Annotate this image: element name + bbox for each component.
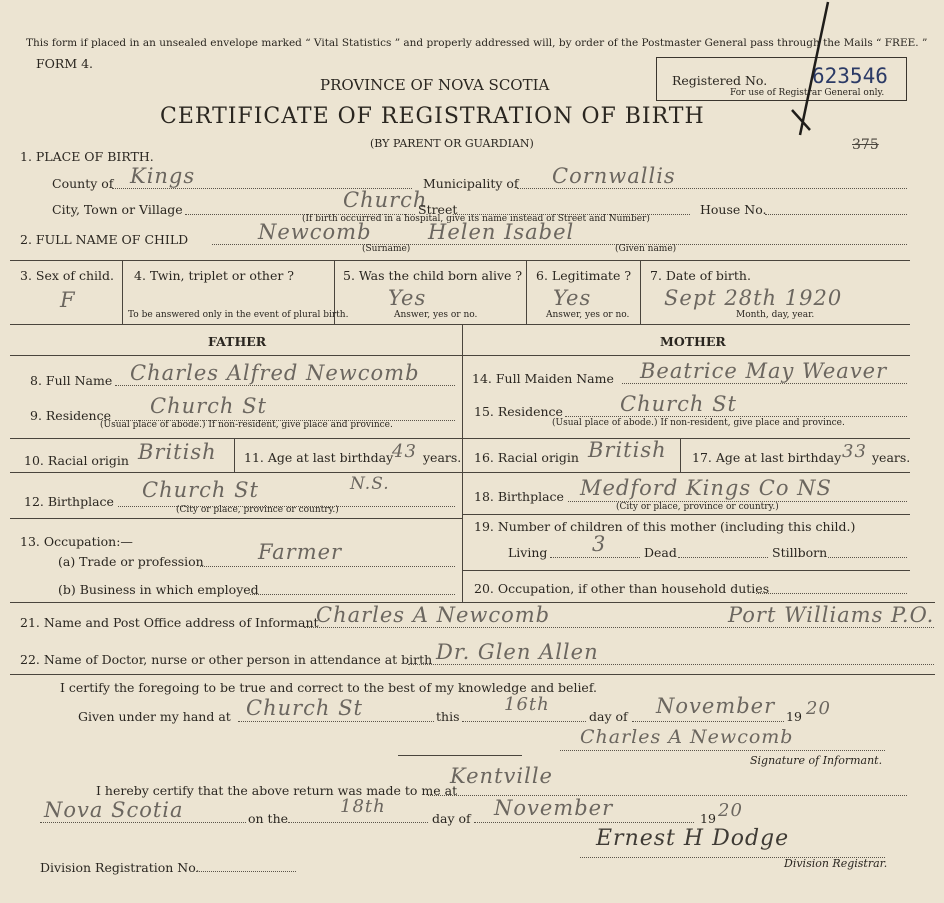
registered-number-value: 623546 [812,64,888,88]
father-racial-value: British [138,440,217,464]
father-residence-value: Church St [150,394,267,418]
mother-age-value: 33 [842,441,867,462]
registrar-province-value: Nova Scotia [44,798,184,822]
father-age-label: 11. Age at last birthday [244,450,394,465]
mother-racial-value: British [588,438,667,462]
registrar-month-value: November [494,796,614,820]
children-count-label: 19. Number of children of this mother (including this child.) [474,519,856,534]
municipality-label: Municipality of [423,176,519,191]
twin-label: 4. Twin, triplet or other ? [134,268,294,283]
mother-racial-label: 16. Racial origin [474,450,579,465]
registrar-day-value: 18th [340,796,386,817]
father-birthplace-extra: N.S. [350,474,390,494]
certify-dayof-label: day of [589,709,628,724]
father-birthplace-note: (City or place, province or country.) [176,505,339,515]
legitimate-label: 6. Legitimate ? [536,268,632,283]
registrar-dayof-label: day of [432,811,471,826]
street-label: Street [418,202,458,217]
informant-signature-caption: Signature of Informant. [750,754,883,767]
date-of-birth-note: Month, day, year. [736,310,815,320]
father-racial-label: 10. Racial origin [24,453,129,468]
mother-name-label: 14. Full Maiden Name [472,371,614,386]
child-surname-value: Newcomb [258,220,372,244]
business-label: (b) Business in which employed [58,582,259,597]
corner-mark: 375 [852,137,879,153]
hospital-note: (If birth occurred in a hospital, give its name instead of Street and Number) [302,214,650,224]
certificate-subtitle: (BY PARENT OR GUARDIAN) [370,137,534,150]
mother-occupation-label: 20. Occupation, if other than household duties [474,581,770,596]
pen-stroke-mark [770,0,840,140]
date-of-birth-label: 7. Date of birth. [650,268,751,283]
division-registrar-caption: Division Registrar. [784,857,888,870]
given-name-caption: (Given name) [615,244,677,254]
mother-residence-note: (Usual place of abode.) If non-resident, give place and province. [552,418,845,428]
mother-residence-value: Church St [620,392,737,416]
mother-birthplace-label: 18. Birthplace [474,489,564,504]
certify-year-prefix: 19 [786,709,802,724]
date-of-birth-value: Sept 28th 1920 [664,286,843,310]
county-value: Kings [130,164,196,188]
mother-age-unit: years. [872,450,911,465]
father-occupation-label: 13. Occupation:— [20,534,133,549]
registered-number-label: Registered No. [672,73,768,88]
child-given-name-value: Helen Isabel [428,220,575,244]
born-alive-label: 5. Was the child born alive ? [343,268,523,283]
doctor-value: Dr. Glen Allen [436,640,599,664]
place-of-birth-label: 1. PLACE OF BIRTH. [20,149,154,164]
sex-value: F [60,288,76,312]
father-birthplace-label: 12. Birthplace [24,494,114,509]
certificate-title: CERTIFICATE OF REGISTRATION OF BIRTH [160,104,705,129]
legitimate-value: Yes [553,286,592,310]
trade-label: (a) Trade or profession [58,554,204,569]
born-alive-note: Answer, yes or no. [394,310,478,320]
registrar-place-value: Kentville [450,764,553,788]
registrar-year-prefix: 19 [700,811,716,826]
mother-name-value: Beatrice May Weaver [640,359,888,383]
trade-value: Farmer [258,540,343,564]
father-residence-note: (Usual place of abode.) If non-resident, give place and province. [100,420,393,430]
form-number: FORM 4. [36,56,94,71]
registrar-onthe-label: on the [248,811,289,826]
living-value: 3 [592,532,607,556]
father-birthplace-value: Church St [142,478,259,502]
born-alive-value: Yes [388,286,427,310]
mother-heading: MOTHER [660,334,726,349]
given-at-value: Church St [246,696,363,720]
certify-statement: I certify the foregoing to be true and correct to the best of my knowledge and belief. [60,680,597,695]
father-heading: FATHER [208,334,267,349]
registrar-year-value: 20 [718,800,743,821]
legitimate-note: Answer, yes or no. [546,310,630,320]
informant-address-value: Port Williams P.O. [728,603,935,627]
father-age-unit: years. [423,450,462,465]
dead-label: Dead [644,545,677,560]
city-value: Church [343,188,428,212]
informant-name-value: Charles A Newcomb [316,603,551,627]
certify-month-value: November [656,694,776,718]
this-label: this [436,709,460,724]
stillborn-label: Stillborn [772,545,828,560]
county-label: County of [52,176,114,191]
certify-year-value: 20 [806,698,831,719]
mother-birthplace-note: (City or place, province or country.) [616,502,779,512]
mother-birthplace-value: Medford Kings Co NS [580,476,832,500]
mailing-notice: This form if placed in an unsealed envelope marked “ Vital Statistics ” and properly addressed will, by order of the Postmaster General pass through the Mails “ FREE. ” [26,37,928,49]
mother-age-label: 17. Age at last birthday [692,450,842,465]
doctor-label: 22. Name of Doctor, nurse or other person in attendance at birth [20,652,433,667]
registrar-use-note: For use of Registrar General only. [730,88,885,98]
informant-label: 21. Name and Post Office address of Informant [20,615,319,630]
informant-signature: Charles A Newcomb [580,726,794,748]
mother-residence-label: 15. Residence [474,404,563,419]
house-number-label: House No. [700,202,767,217]
father-name-label: 8. Full Name [30,373,113,388]
division-registration-label: Division Registration No. [40,860,200,875]
registrar-signature: Ernest H Dodge [596,826,790,851]
given-at-label: Given under my hand at [78,709,231,724]
twin-note: To be answered only in the event of plural birth. [128,310,349,320]
surname-caption: (Surname) [362,244,411,254]
registrar-statement: I hereby certify that the above return was made to me at [96,783,458,798]
province-heading: PROVINCE OF NOVA SCOTIA [320,76,550,94]
father-residence-label: 9. Residence [30,408,111,423]
city-label: City, Town or Village [52,202,183,217]
living-label: Living [508,545,548,560]
sex-label: 3. Sex of child. [20,268,115,283]
child-name-label: 2. FULL NAME OF CHILD [20,232,189,247]
certify-day-value: 16th [504,694,550,715]
father-name-value: Charles Alfred Newcomb [130,361,420,385]
father-age-value: 43 [392,441,417,462]
municipality-value: Cornwallis [552,164,676,188]
